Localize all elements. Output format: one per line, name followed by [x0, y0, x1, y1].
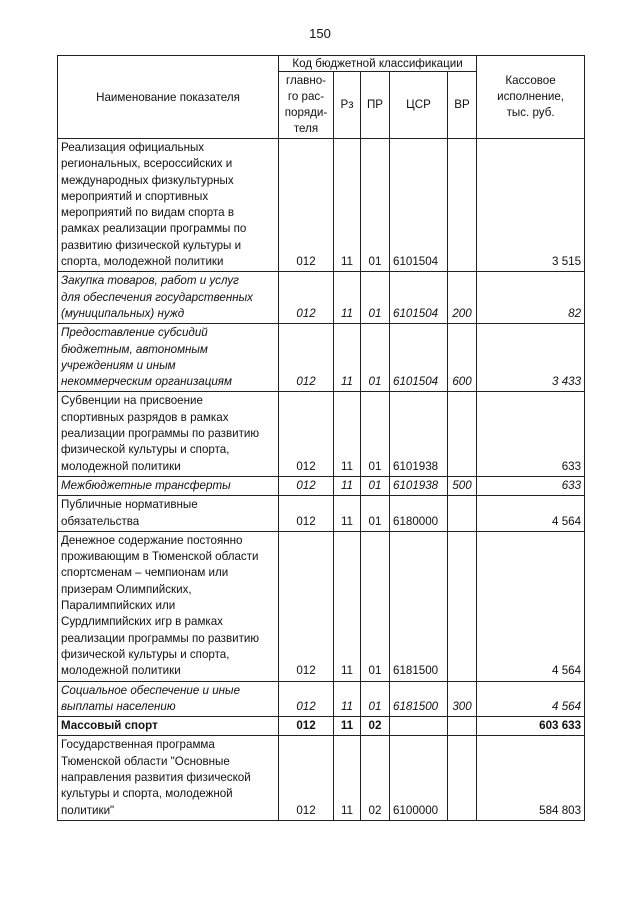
row-csr-cell: 6101504 [390, 139, 448, 272]
row-csr-cell: 6181500 [390, 681, 448, 717]
row-vr-cell: 200 [448, 272, 477, 324]
row-gr-cell: 012 [279, 717, 334, 736]
row-pr-cell: 01 [361, 531, 390, 681]
row-gr-cell: 012 [279, 476, 334, 495]
table-row [58, 392, 585, 476]
row-rz-cell: 11 [334, 272, 361, 324]
table-row [58, 476, 585, 495]
row-name-cell: Реализация официальных региональных, всероссийских и международных физкультурных мероприятий и спортивных мероприятий по видам спорта в рамках реализации программы по развитию физической культуры и спорта, молодежной политики [58, 139, 279, 272]
budget-table [57, 55, 585, 821]
table-row [58, 324, 585, 392]
row-rz-cell: 11 [334, 681, 361, 717]
row-name-cell: Закупка товаров, работ и услуг для обеспечения государственных (муниципальных) нужд [58, 272, 279, 324]
header-sum: Кассовое исполнение, тыс. руб. [477, 56, 585, 139]
row-sum-cell: 584 803 [477, 736, 585, 820]
header-code-group: Код бюджетной классификации [279, 56, 477, 72]
table-row [58, 736, 585, 820]
row-sum-cell: 633 [477, 392, 585, 476]
row-vr-cell [448, 736, 477, 820]
row-sum-cell: 4 564 [477, 531, 585, 681]
row-gr-cell: 012 [279, 496, 334, 532]
row-csr-cell: 6100000 [390, 736, 448, 820]
table-row [58, 272, 585, 324]
row-rz-cell: 11 [334, 139, 361, 272]
row-pr-cell: 01 [361, 476, 390, 495]
row-rz-cell: 11 [334, 496, 361, 532]
row-csr-cell: 6101504 [390, 324, 448, 392]
row-pr-cell: 02 [361, 736, 390, 820]
page-number: 150 [309, 26, 331, 41]
table-body [58, 139, 585, 821]
row-gr-cell: 012 [279, 736, 334, 820]
row-name-cell: Межбюджетные трансферты [58, 476, 279, 495]
row-vr-cell [448, 531, 477, 681]
header-name: Наименование показателя [58, 56, 279, 139]
row-pr-cell: 02 [361, 717, 390, 736]
row-pr-cell: 01 [361, 272, 390, 324]
row-rz-cell: 11 [334, 736, 361, 820]
header-gr: главно- го рас- поряди- теля [279, 72, 334, 139]
row-gr-cell: 012 [279, 531, 334, 681]
row-name-cell: Социальное обеспечение и иные выплаты населению [58, 681, 279, 717]
table-row [58, 717, 585, 736]
row-sum-cell: 4 564 [477, 496, 585, 532]
row-sum-cell: 633 [477, 476, 585, 495]
header-vr: ВР [448, 72, 477, 139]
table-row [58, 531, 585, 681]
row-vr-cell [448, 717, 477, 736]
table-row [58, 496, 585, 532]
row-sum-cell: 603 633 [477, 717, 585, 736]
row-csr-cell: 6180000 [390, 496, 448, 532]
row-vr-cell: 500 [448, 476, 477, 495]
table-row [58, 139, 585, 272]
row-pr-cell: 01 [361, 681, 390, 717]
row-name-cell: Государственная программа Тюменской области "Основные направления развития физической культуры и спорта, молодежной политики" [58, 736, 279, 820]
row-name-cell: Публичные нормативные обязательства [58, 496, 279, 532]
row-sum-cell: 82 [477, 272, 585, 324]
table-row [58, 681, 585, 717]
row-gr-cell: 012 [279, 272, 334, 324]
row-gr-cell: 012 [279, 324, 334, 392]
row-rz-cell: 11 [334, 531, 361, 681]
row-gr-cell: 012 [279, 139, 334, 272]
header-rz: Рз [334, 72, 361, 139]
row-sum-cell: 4 564 [477, 681, 585, 717]
row-pr-cell: 01 [361, 324, 390, 392]
row-csr-cell: 6181500 [390, 531, 448, 681]
row-vr-cell: 600 [448, 324, 477, 392]
row-vr-cell [448, 496, 477, 532]
table-header [58, 56, 585, 139]
row-name-cell: Массовый спорт [58, 717, 279, 736]
row-name-cell: Денежное содержание постоянно проживающим в Тюменской области спортсменам – чемпионам или призерам Олимпийских, Паралимпийских или Сурдлимпийских игр в рамках реализации программы по развитию физической культуры и спорта, молодежной политики [58, 531, 279, 681]
row-vr-cell [448, 392, 477, 476]
row-csr-cell: 6101504 [390, 272, 448, 324]
row-rz-cell: 11 [334, 717, 361, 736]
row-sum-cell: 3 433 [477, 324, 585, 392]
row-vr-cell [448, 139, 477, 272]
row-csr-cell: 6101938 [390, 392, 448, 476]
row-sum-cell: 3 515 [477, 139, 585, 272]
row-vr-cell: 300 [448, 681, 477, 717]
row-name-cell: Предоставление субсидий бюджетным, автономным учреждениям и иным некоммерческим организациям [58, 324, 279, 392]
row-rz-cell: 11 [334, 392, 361, 476]
row-rz-cell: 11 [334, 476, 361, 495]
row-csr-cell: 6101938 [390, 476, 448, 495]
row-csr-cell [390, 717, 448, 736]
row-pr-cell: 01 [361, 392, 390, 476]
row-gr-cell: 012 [279, 392, 334, 476]
header-pr: ПР [361, 72, 390, 139]
row-name-cell: Субвенции на присвоение спортивных разрядов в рамках реализации программы по развитию физической культуры и спорта, молодежной политики [58, 392, 279, 476]
row-rz-cell: 11 [334, 324, 361, 392]
row-gr-cell: 012 [279, 681, 334, 717]
row-pr-cell: 01 [361, 496, 390, 532]
row-pr-cell: 01 [361, 139, 390, 272]
header-csr: ЦСР [390, 72, 448, 139]
